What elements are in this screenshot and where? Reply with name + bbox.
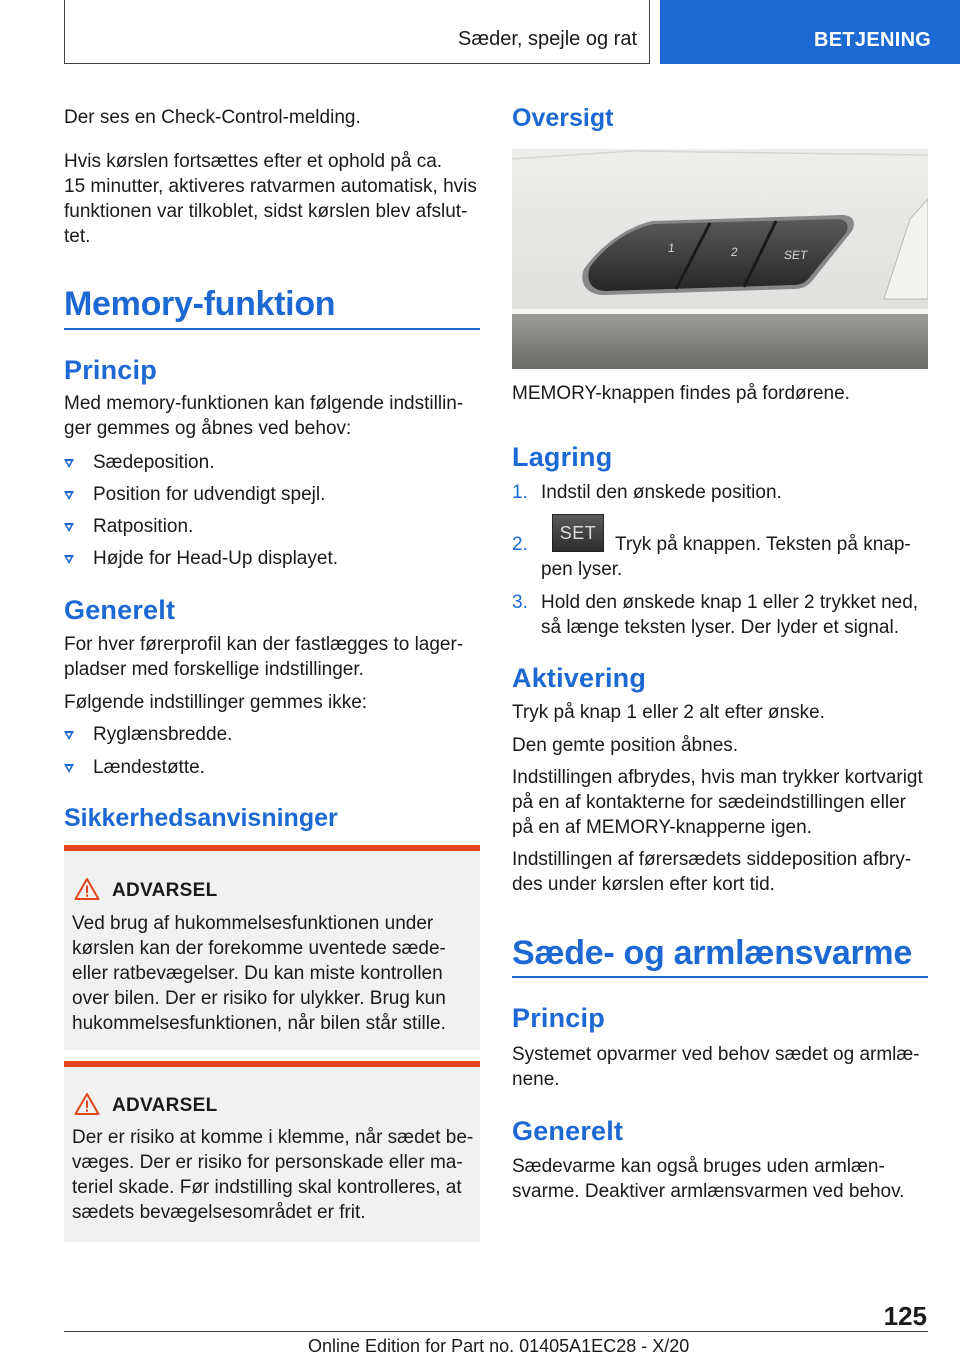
text-line: hukommelsesfunktionen, når bilen står stille. [72, 1013, 446, 1034]
text-line: nene. [512, 1069, 560, 1090]
bullet-triangle-icon [64, 731, 74, 740]
principle-text [64, 391, 463, 441]
step-text: Indstil den ønskede position. [541, 482, 782, 503]
seat-heating-heading: Sæde- og armlænsvarme [512, 934, 912, 972]
warning-box [64, 845, 480, 1050]
text-line: Sædevarme kan også bruges uden armlæn- [512, 1156, 885, 1177]
set-button-icon: SET [552, 514, 604, 552]
step-text: Tryk på knappen. Teksten på knap- [615, 534, 911, 555]
activation-text: Tryk på knap 1 eller 2 alt efter ønske. [512, 702, 825, 723]
text-line: på en af MEMORY-knapperne igen. [512, 817, 812, 838]
activation-text: Den gemte position åbnes. [512, 735, 739, 756]
text-line: væges. Der er risiko for personskade eller ma- [72, 1152, 463, 1173]
text-line: funktionen var tilkoblet, sidst kørslen blev afslut- [64, 201, 468, 222]
warning-triangle-icon [74, 1092, 100, 1116]
principle-heading: Princip [512, 1003, 605, 1033]
step-number: 3. [512, 592, 528, 613]
general-heading: Generelt [512, 1116, 624, 1146]
bullet-triangle-icon [64, 764, 74, 773]
photo-button-label: SET [783, 248, 809, 262]
intro-line: Der ses en Check-Control-melding. [64, 107, 361, 128]
general-text [512, 1154, 904, 1204]
photo-caption: MEMORY-knappen findes på fordørene. [512, 383, 850, 404]
warning-text [72, 911, 446, 1036]
activation-heading: Aktivering [512, 663, 647, 693]
text-line: For hver førerprofil kan der fastlægges to lager- [64, 634, 464, 655]
text-line: kørslen kan der forekomme uventede sæde- [72, 938, 446, 959]
intro-paragraph [64, 149, 477, 249]
memory-function-heading: Memory-funktion [64, 285, 336, 323]
text-line: sædets bevægelsesområdet er frit. [72, 1202, 366, 1223]
photo-button-label: 1 [667, 241, 676, 255]
principle-heading: Princip [64, 355, 157, 385]
general-text [64, 632, 463, 682]
photo-button-label: 2 [730, 245, 739, 259]
header-section-box [64, 0, 650, 64]
text-line: Med memory-funktionen kan følgende indstillin- [64, 393, 464, 414]
warning-text [72, 1125, 473, 1225]
step-text [541, 590, 918, 640]
text-line: des under kørslen efter kort tid. [512, 874, 775, 895]
warning-title: ADVARSEL [112, 1095, 218, 1116]
text-line: ger gemmes og åbnes ved behov: [64, 418, 352, 439]
general-text-2: Følgende indstillinger gemmes ikke: [64, 692, 368, 713]
text-line: Ved brug af hukommelsesfunktionen under [72, 913, 434, 934]
warning-triangle-icon [74, 877, 100, 901]
page-number: 125 [883, 1301, 927, 1331]
header-section-title: Sæder, spejle og rat [458, 28, 637, 50]
heading-rule [512, 976, 928, 978]
step-text: pen lyser. [541, 559, 623, 580]
text-line: eller ratbevægelser. Du kan miste kontrollen [72, 963, 443, 984]
bullet-triangle-icon [64, 459, 74, 468]
warning-box [64, 1061, 480, 1242]
text-line: Der er risiko at komme i klemme, når sædet be- [72, 1127, 474, 1148]
principle-text [512, 1042, 920, 1092]
safety-heading: Sikkerhedsanvisninger [64, 804, 338, 832]
text-line: teriel skade. Før indstilling skal kontrolleres, at [72, 1177, 462, 1198]
warning-title: ADVARSEL [112, 880, 218, 901]
text-line: Indstillingen afbrydes, hvis man trykker kortvarigt [512, 767, 923, 788]
bullet-triangle-icon [64, 555, 74, 564]
footer-rule [64, 1331, 928, 1332]
header-chapter-tab [660, 0, 960, 64]
text-line: Systemet opvarmer ved behov sædet og armlæ- [512, 1044, 920, 1065]
text-line: på en af kontakterne for sædeindstillingen eller [512, 792, 906, 813]
activation-text [512, 765, 923, 840]
activation-text [512, 847, 911, 897]
text-line: over bilen. Der er risiko for ulykker. Brug kun [72, 988, 446, 1009]
edition-text: Online Edition for Part no. 01405A1EC28 - X/20 [308, 1336, 690, 1356]
bullet-triangle-icon [64, 491, 74, 500]
overview-heading: Oversigt [512, 104, 614, 132]
step-number: 2. [512, 534, 528, 555]
text-line: pladser med forskellige indstillinger. [64, 659, 364, 680]
text-line: tet. [64, 226, 91, 247]
memory-buttons-photo [512, 149, 928, 369]
storing-heading: Lagring [512, 442, 613, 472]
general-heading: Generelt [64, 595, 176, 625]
step-number: 1. [512, 482, 528, 503]
heading-rule [64, 328, 480, 330]
text-line: Indstillingen af førersædets siddeposition afbry- [512, 849, 912, 870]
bullet-triangle-icon [64, 523, 74, 532]
text-line: så længe teksten lyser. Der lyder et signal. [541, 617, 900, 638]
text-line: Hvis kørslen fortsættes efter et ophold på ca. [64, 151, 443, 172]
text-line: 15 minutter, aktiveres ratvarmen automatisk, hvis [64, 176, 477, 197]
text-line: Hold den ønskede knap 1 eller 2 trykket ned, [541, 592, 919, 613]
header-chapter-title: BETJENING [814, 29, 932, 51]
text-line: svarme. Deaktiver armlænsvarmen ved behov. [512, 1181, 905, 1202]
